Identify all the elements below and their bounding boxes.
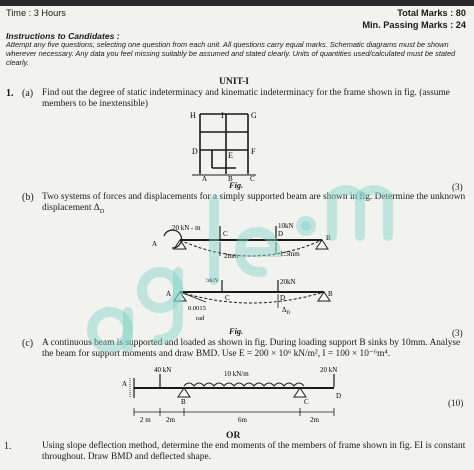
frame-label-b: B xyxy=(228,175,233,182)
beam1-label-b: B xyxy=(326,234,331,242)
time-label: Time : 3 Hours xyxy=(6,8,66,18)
beam2-rotation: 0.0015 xyxy=(188,305,206,312)
frame-label-g: G xyxy=(251,111,257,120)
beam1-moment: 20 kN - m xyxy=(172,224,201,232)
part-c-label: (c) xyxy=(22,338,34,349)
beam3-label-c: C xyxy=(304,398,309,406)
beam3-span-3: 6m xyxy=(238,416,247,424)
beam3-figure xyxy=(120,366,350,426)
frame-label-c: C xyxy=(250,175,255,182)
beam3-load-2: 20 kN xyxy=(320,366,338,374)
beam1-deflection-1: 2mm xyxy=(224,252,239,260)
frame-label-e: E xyxy=(228,151,233,160)
part-b-label: (b) xyxy=(22,192,34,203)
beam2-label-c: C xyxy=(225,294,230,302)
beam2-delta xyxy=(282,306,291,316)
beam3-span-2: 2m xyxy=(166,416,175,424)
beam2-delta-symbol: Δ xyxy=(282,306,287,314)
fig-caption-1: Fig. xyxy=(229,181,244,190)
passing-marks: Min. Passing Marks : 24 xyxy=(362,20,466,30)
instructions-heading: Instructions to Candidates : xyxy=(6,31,120,41)
beam3-span-1: 2 m xyxy=(140,416,151,424)
beam3-label-b: B xyxy=(181,398,186,406)
frame-label-a: A xyxy=(202,175,208,182)
beam2-load-1: 5kN xyxy=(206,278,219,284)
alt-question-text: Using slope deflection method, determine the end moments of the members of frame shown in fig. EI is constant throughout. Draw BMD and deflected shape. xyxy=(42,441,466,462)
beam2-rotation-unit: rad xyxy=(196,315,205,322)
or-divider: OR xyxy=(226,430,241,441)
beam3-span-4: 2m xyxy=(310,416,319,424)
beam3-udl: 10 kN/m xyxy=(224,370,249,378)
beam2-delta-sub: D xyxy=(286,311,291,316)
part-a-marks: (3) xyxy=(452,182,463,192)
frame-label-f: F xyxy=(251,147,256,156)
instructions-body: Attempt any five questions, selecting one question from each unit. All questions carry equal marks. Schematic diagrams must be shown wherever necessary. Any data you feel missing suitably be assumed and stated clearly. Units of quantities used/calculated must be stated clearly. xyxy=(6,40,456,67)
beam1-label-a: A xyxy=(152,240,158,248)
beam1-figure xyxy=(150,222,350,270)
part-b-text-2 xyxy=(42,203,104,215)
alt-question-number: 1. xyxy=(4,441,12,452)
beam1-deflection-2: 1.5mm xyxy=(280,250,300,258)
beam2-load-2: 20kN xyxy=(280,278,296,286)
question-number: 1. xyxy=(6,88,14,99)
frame-label-h: H xyxy=(190,111,196,120)
beam3-load-1: 40 kN xyxy=(154,366,172,374)
part-a-text: Find out the degree of static indeterminacy and kinematic indeterminacy for the frame shown in fig. (assume members to be inextensible) xyxy=(42,88,450,109)
frame-figure xyxy=(186,110,276,182)
beam2-label-a: A xyxy=(166,290,172,298)
top-strip xyxy=(0,0,474,6)
total-marks: Total Marks : 80 xyxy=(397,8,466,18)
beam1-label-c: C xyxy=(223,230,228,238)
frame-label-i: I xyxy=(221,111,224,120)
frame-label-d: D xyxy=(192,147,198,156)
beam2-label-b: B xyxy=(328,290,333,298)
beam3-label-d: D xyxy=(336,392,342,400)
part-a-label: (a) xyxy=(22,88,34,99)
beam1-load: 10kN xyxy=(278,222,294,230)
beam2-label-d: D xyxy=(280,294,286,302)
part-b-text-2-sub: D xyxy=(99,208,105,215)
fig-caption-2: Fig. xyxy=(229,327,244,336)
part-c-text: A continuous beam is supported and loaded as shown in fig. During loading support B sinks by 10mm. Analyse the beam for support moments and draw BMD. Use E = 200 × 10⁶ kN/m², I = 100 × 10⁻⁶m⁴. xyxy=(42,338,461,359)
unit-title: UNIT-I xyxy=(219,76,250,87)
beam2-figure xyxy=(160,278,340,328)
part-b-text-2-main: displacement Δ xyxy=(42,203,100,213)
part-b-text-1: Two systems of forces and displacements for a simply supported beam are shown in fig. Determine the unknown xyxy=(42,192,466,202)
beam1-label-d: D xyxy=(278,230,284,238)
part-b-marks: (3) xyxy=(452,328,463,338)
part-c-marks: (10) xyxy=(448,398,464,408)
beam3-label-a: A xyxy=(122,380,128,388)
